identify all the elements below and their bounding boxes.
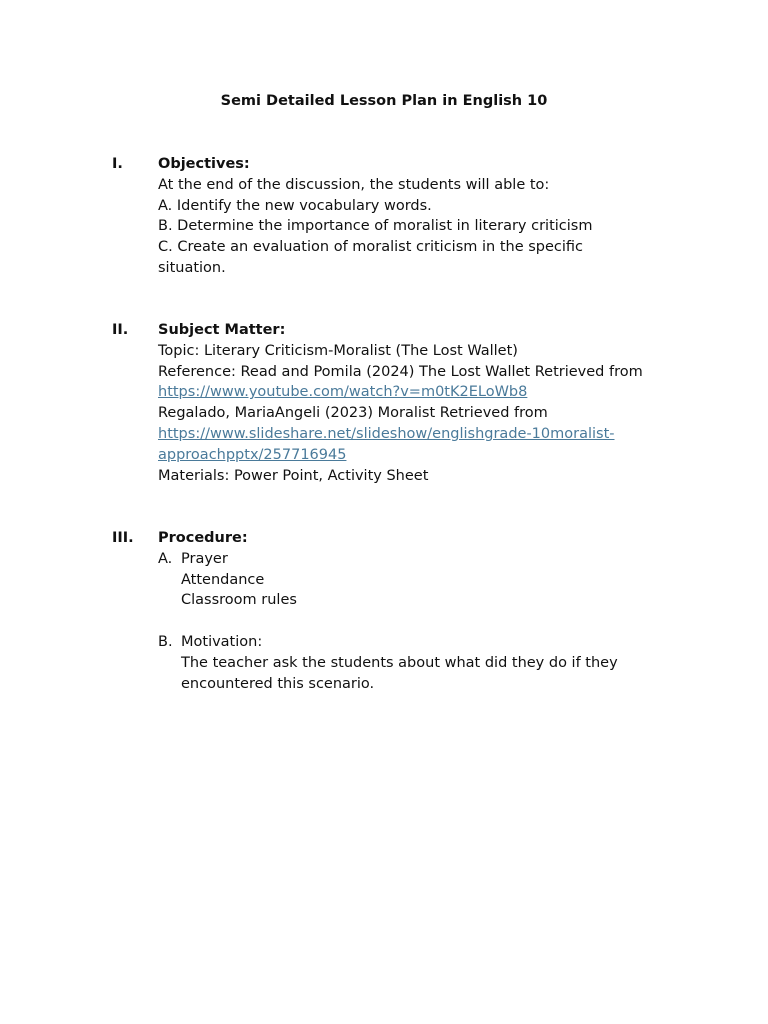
document-title: Semi Detailed Lesson Plan in English 10: [220, 93, 548, 109]
procedure-step-a: [158, 549, 678, 611]
section-heading: Objectives:: [158, 156, 250, 172]
step-line: Classroom rules: [181, 592, 297, 609]
section-number: II.: [112, 322, 129, 338]
objective-item: C. Create an evaluation of moralist criticism in the specific: [158, 239, 584, 256]
topic-line: Topic: Literary Criticism-Moralist (The Lost Wallet): [158, 342, 518, 359]
section-number: III.: [112, 530, 134, 546]
step-line: Attendance: [181, 571, 265, 588]
objectives-intro: At the end of the discussion, the students will able to:: [158, 176, 550, 193]
reference-line: Regalado, MariaAngeli (2023) Moralist Retrieved from: [158, 405, 548, 422]
step-label: Motivation:: [181, 633, 263, 650]
step-line: encountered this scenario.: [181, 675, 375, 692]
step-letter: A.: [158, 550, 173, 567]
section-body: [158, 320, 678, 486]
reference-line: Reference: Read and Pomila (2024) The Lost Wallet Retrieved from: [158, 363, 643, 380]
step-line: The teacher ask the students about what did they do if they: [181, 654, 618, 671]
youtube-link[interactable]: https://www.youtube.com/watch?v=m0tK2ELoWb8: [158, 384, 528, 401]
section-heading: Subject Matter:: [158, 322, 286, 338]
step-line: Prayer: [181, 550, 228, 567]
materials-line: Materials: Power Point, Activity Sheet: [158, 467, 429, 484]
spacer: [158, 611, 678, 632]
objective-item-continued: situation.: [158, 259, 226, 276]
objective-item: B. Determine the importance of moralist in literary criticism: [158, 218, 593, 235]
procedure-step-b: [158, 632, 678, 694]
slideshare-link[interactable]: https://www.slideshare.net/slideshow/englishgrade-10moralist-: [158, 425, 615, 442]
section-number: I.: [112, 156, 123, 172]
section-body: [158, 528, 678, 694]
objective-item: A. Identify the new vocabulary words.: [158, 197, 432, 214]
section-body: [158, 154, 678, 279]
slideshare-link-continued[interactable]: approachpptx/257716945: [158, 446, 347, 463]
step-letter: B.: [158, 633, 173, 650]
section-heading: Procedure:: [158, 530, 248, 546]
